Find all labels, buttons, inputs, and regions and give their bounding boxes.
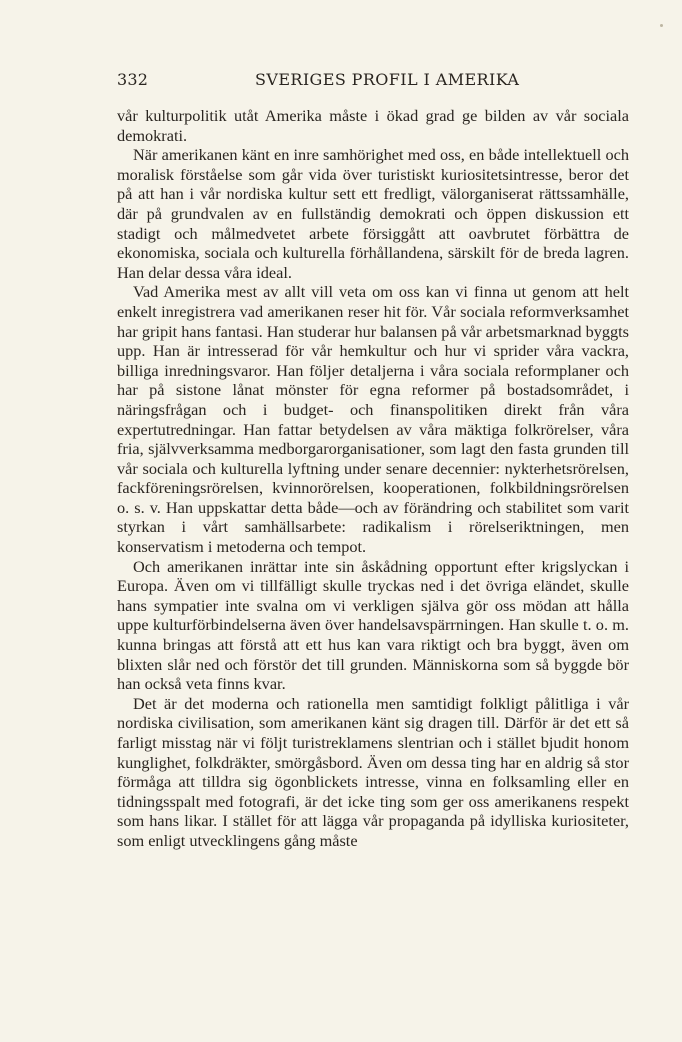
body-text <box>117 106 629 851</box>
page-number: 332 <box>117 70 149 89</box>
paragraph: vår kulturpolitik utåt Amerika måste i ökad grad ge bilden av vår sociala demokrati. <box>117 106 629 145</box>
paper-speck <box>660 24 663 27</box>
running-title: SVERIGES PROFIL I AMERIKA <box>255 70 520 89</box>
paragraph: Det är det moderna och rationella men samtidigt folkligt pålitliga i vår nordiska civilisation, som amerikanen känt sig dragen till. Därför är det ett så farligt misstag när vi följt turistreklamens slentrian och i stället bjudit honom kunglighet, folkdräkter, smörgåsbord. Även om dessa ting har en aldrig så stor förmåga att tilldra sig ögonblickets intresse, vinna en folksamling eller en tidningsspalt med fotografi, är det icke ting som ger oss amerikanens respekt som hans likar. I stället för att lägga vår propaganda på idylliska kuriositeter, som enligt utvecklingens gång måste <box>117 693 629 850</box>
paragraph: Vad Amerika mest av allt vill veta om oss kan vi finna ut genom att helt enkelt inregistrera vad amerikanen reser hit för. Vår sociala reformverksamhet har gripit hans fantasi. Han studerar hur balansen på vår arbetsmarknad byggts upp. Han är intresserad för vår hemkultur och hur vi sprider våra vackra, billiga inredningsvaror. Han följer detaljerna i våra sociala reformplaner och har på sistone lånat mönster för egna reformer på bostadsområdet, i näringsfrågan och i budget- och finanspolitiken direkt från våra expertutredningar. Han fattar betydelsen av våra mäktiga folkrörelser, våra fria, självverksamma medborgarorganisationer, som lagt den fasta grunden till vår sociala och kulturella lyftning under senare decennier: nykterhetsrörelsen, fackföreningsrörelsen, kvinnorörelsen, kooperationen, folkbildningsrörelsen o. s. v. Han uppskattar detta både—och av förändring och stabilitet som varit styrkan i vårt samhällsarbete: radikalism i rörelseriktningen, men konservatism i metoderna och tempot. <box>117 282 629 557</box>
running-header <box>117 70 629 96</box>
paragraph: När amerikanen känt en inre samhörighet med oss, en både intellektuell och moralisk förståelse som går vida över turistiskt kuriositetsintresse, beror det på att han i vår nordiska kultur sett ett fredligt, välorganiserat rättssamhälle, där på grundvalen av en fullständig demokrati och öppen diskussion ett stadigt och målmedvetet arbete försiggått att oavbrutet förbättra de ekonomiska, sociala och kulturella förhållandena, särskilt för de breda lagren. Han delar dessa våra ideal. <box>117 145 629 282</box>
paragraph: Och amerikanen inrättar inte sin åskådning opportunt efter krigslyckan i Europa. Även om vi tillfälligt skulle tryckas ned i det övriga eländet, skulle hans sympatier inte svalna om vi verkligen själva gör oss mödan att hålla uppe kulturförbindelserna även över handelsavspärrningen. Han skulle t. o. m. kunna bringas att förstå att ett hus kan vara riktigt och bra byggt, även om blixten slår ned och förstör det till grunden. Människorna som så byggde bör han också veta finns kvar. <box>117 556 629 694</box>
